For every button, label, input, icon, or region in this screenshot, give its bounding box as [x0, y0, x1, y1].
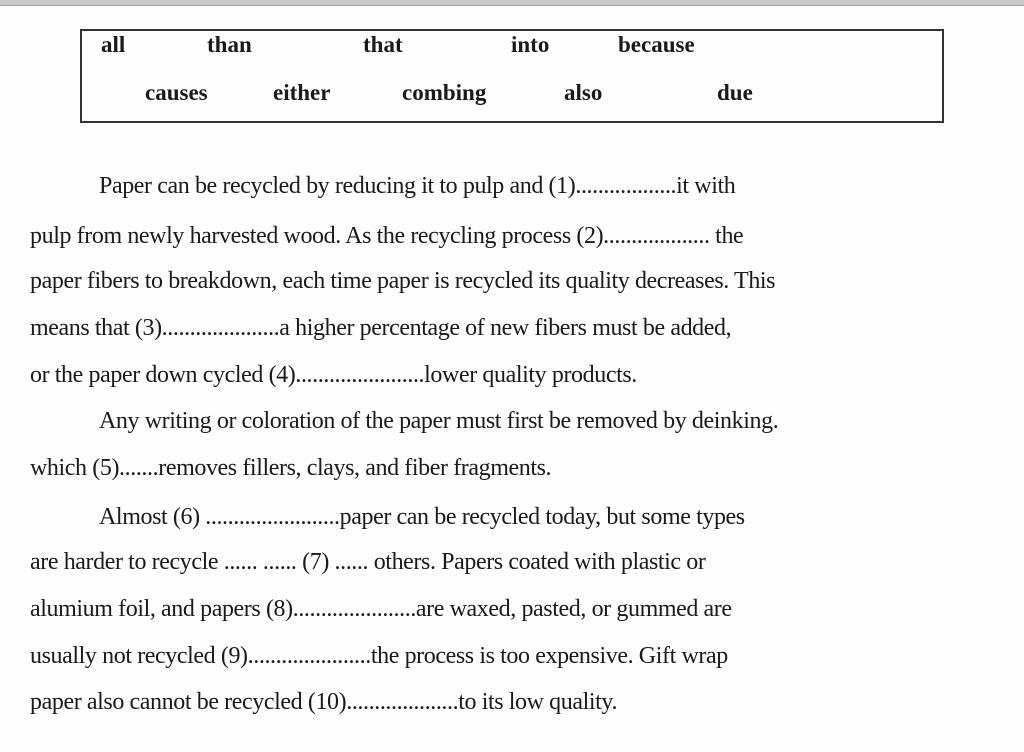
passage-line: means that (3).....................a higher percentage of new fibers must be added,	[30, 315, 732, 341]
word-bank-word: either	[273, 80, 331, 105]
word-bank-word: than	[207, 32, 252, 57]
word-bank-word: also	[564, 80, 603, 105]
passage-line: paper fibers to breakdown, each time paper is recycled its quality decreases. This	[30, 268, 776, 294]
passage-line: usually not recycled (9)......................the process is too expensive. Gift wrap	[30, 643, 728, 669]
passage-line: pulp from newly harvested wood. As the recycling process (2)................... the	[30, 223, 744, 249]
word-bank-word: that	[363, 32, 403, 57]
word-bank-word: all	[101, 32, 126, 57]
word-bank-word: into	[511, 32, 550, 57]
passage-line: alumium foil, and papers (8)......................are waxed, pasted, or gummed are	[30, 596, 732, 622]
passage-line: paper also cannot be recycled (10)....................to its low quality.	[30, 689, 618, 715]
word-bank-word: causes	[145, 80, 208, 105]
passage-line: are harder to recycle ...... ...... (7) ...... others. Papers coated with plastic or	[30, 549, 706, 575]
word-bank-word: combing	[402, 80, 487, 105]
passage-line: which (5).......removes fillers, clays, and fiber fragments.	[30, 455, 552, 481]
passage-line: Any writing or coloration of the paper must first be removed by deinking.	[99, 408, 779, 434]
passage-line: Paper can be recycled by reducing it to pulp and (1)..................it with	[99, 173, 736, 199]
word-bank-word: because	[618, 32, 695, 57]
window-top-strip	[0, 0, 1024, 6]
word-bank-word: due	[717, 80, 753, 105]
passage-line: or the paper down cycled (4).......................lower quality products.	[30, 362, 637, 388]
passage-line: Almost (6) ........................paper can be recycled today, but some types	[99, 504, 745, 530]
